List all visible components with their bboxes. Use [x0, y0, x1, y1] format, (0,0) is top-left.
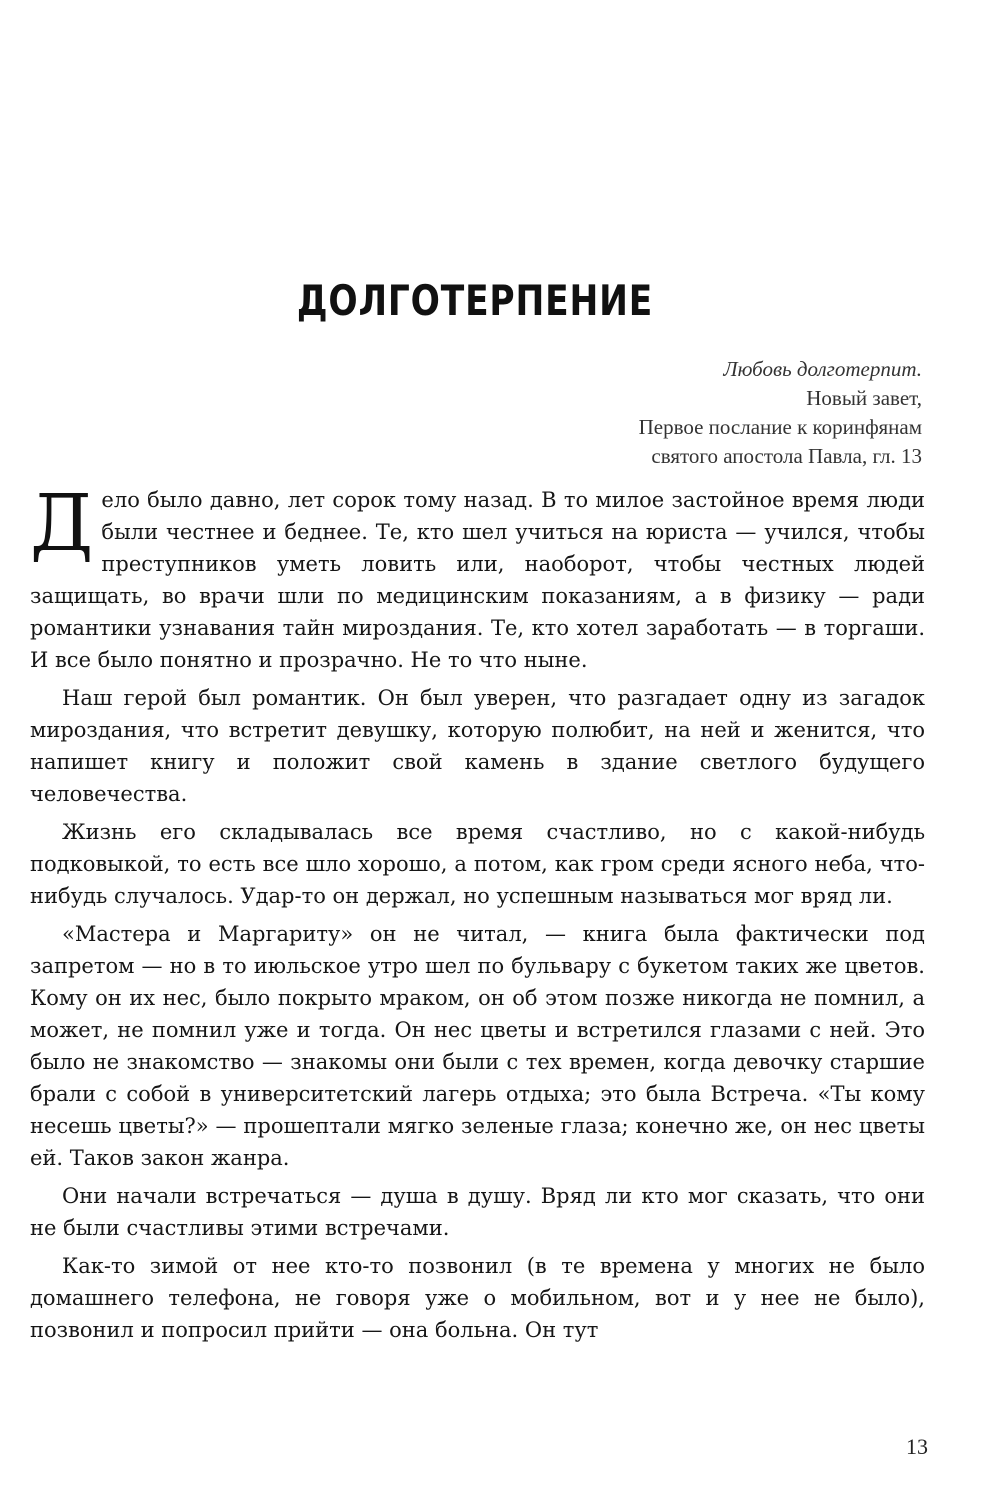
paragraph: Жизнь его складывалась все время счастливо, но с какой-нибудь подковыкой, то есть все шло хорошо, а потом, как гром среди ясного неба, что-нибудь случалось. Удар-то он держал, но успешным называться мог вряд ли. — [30, 820, 925, 908]
paragraph: Наш герой был романтик. Он был уверен, что разгадает одну из загадок мироздания, что встретит девушку, которую полюбит, на ней и женится, что напишет книгу и положит свой камень в здание светлого будущего человечества. — [30, 686, 925, 806]
epigraph-quote: Любовь долготерпит. — [723, 357, 922, 381]
paragraph-text: ело было давно, лет сорок тому назад. В то милое застойное время люди были честнее и беднее. Те, кто шел учиться на юриста — учился, чтобы преступников уметь ловить или, наоборот, чтобы честных людей защищать, во врачи шли по медицинским показаниям, а в физику — ради романтики узнавания тайн мироздания. Те, кто хотел заработать — в торгаши. И все было понятно и прозрачно. Не то что ныне. — [30, 488, 925, 672]
epigraph-source-line: святого апостола Павла, гл. 13 — [651, 444, 922, 468]
paragraph — [30, 479, 925, 676]
epigraph-source-line: Первое послание к коринфянам — [638, 415, 922, 439]
chapter-title: ДОЛГОТЕРПЕНИЕ — [296, 276, 654, 325]
page-number: 13 — [906, 1434, 928, 1459]
epigraph-source-line: Новый завет, — [806, 386, 922, 410]
paragraph: «Мастера и Маргариту» он не читал, — книга была фактически под запретом — но в то июльское утро шел по бульвару с букетом таких же цветов. Кому он их нес, было покрыто мраком, он об этом позже никогда не помнил, а может, не помнил уже и тогда. Он нес цветы и встретился глазами с ней. Это было не знакомство — знакомы они были с тех времен, когда девочку старшие брали с собой в университетский лагерь отдыха; это была Встреча. «Ты кому несешь цветы?» — прошептали мягко зеленые глаза; конечно же, он нес цветы ей. Таков закон жанра. — [30, 922, 925, 1170]
paragraph: Как-то зимой от нее кто-то позвонил (в те времена у многих не было домашнего телефона, не говоря уже о мобильном, вот и у нее не было), позвонил и попросил прийти — она больна. Он тут — [30, 1254, 925, 1342]
body-text — [30, 479, 925, 1352]
drop-cap: Д — [30, 479, 94, 569]
epigraph — [322, 355, 922, 471]
paragraph: Они начали встречаться — душа в душу. Вряд ли кто мог сказать, что они не были счастливы этими встречами. — [30, 1184, 925, 1240]
